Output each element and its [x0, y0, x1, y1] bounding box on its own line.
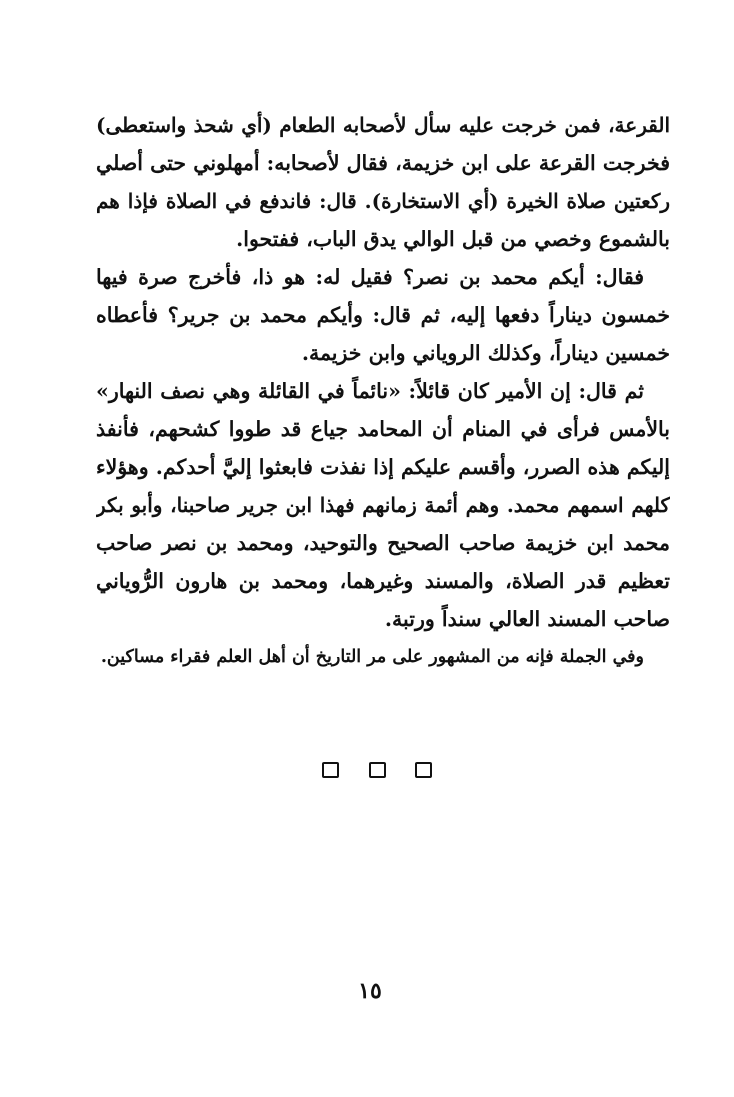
section-separator [322, 762, 432, 782]
separator-square-icon [322, 762, 339, 778]
separator-square-icon [369, 762, 386, 778]
text-line: تعظيم قدر الصلاة، والمسند وغيرهما، ومحمد بن هارون الرُّوياني [96, 569, 670, 593]
text-line: القرعة، فمن خرجت عليه سأل لأصحابه الطعام (أي شحذ واستعطى) [96, 113, 670, 137]
separator-square-icon [415, 762, 432, 778]
text-line: ركعتين صلاة الخيرة (أي الاستخارة). قال: فاندفع في الصلاة فإذا هم [96, 189, 670, 213]
text-line: كلهم اسمهم محمد. وهم أئمة زمانهم فهذا ابن جرير صاحبنا، وأبو بكر [96, 493, 670, 517]
text-line: خمسون ديناراً دفعها إليه، ثم قال: وأيكم محمد بن جرير؟ فأعطاه [96, 303, 670, 327]
text-line: إليكم هذه الصرر، وأقسم عليكم إذا نفذت فابعثوا إليَّ أحدكم. وهؤلاء [96, 455, 670, 479]
body-text [96, 106, 670, 676]
text-line: ثم قال: إن الأمير كان قائلاً: «نائماً في القائلة وهي نصف النهار» [96, 379, 644, 403]
text-line: بالأمس فرأى في المنام أن المحامد جياع قد طووا كشحهم، فأنفذ [96, 417, 670, 441]
text-line: فقال: أيكم محمد بن نصر؟ فقيل له: هو ذا، فأخرج صرة فيها [96, 265, 644, 289]
text-line: صاحب المسند العالي سنداً ورتبة. [384, 607, 670, 631]
text-line: فخرجت القرعة على ابن خزيمة، فقال لأصحابه: أمهلوني حتى أصلي [96, 151, 670, 175]
text-line: وفي الجملة فإنه من المشهور على مر التاريخ أن أهل العلم فقراء مساكين. [100, 647, 644, 667]
text-line: بالشموع وخصي من قبل الوالي يدق الباب، ففتحوا. [236, 227, 670, 251]
page-number: ١٥ [358, 978, 382, 1004]
text-line: محمد ابن خزيمة صاحب الصحيح والتوحيد، ومحمد بن نصر صاحب [96, 531, 670, 555]
text-line: خمسين ديناراً، وكذلك الروياني وابن خزيمة. [301, 341, 670, 365]
